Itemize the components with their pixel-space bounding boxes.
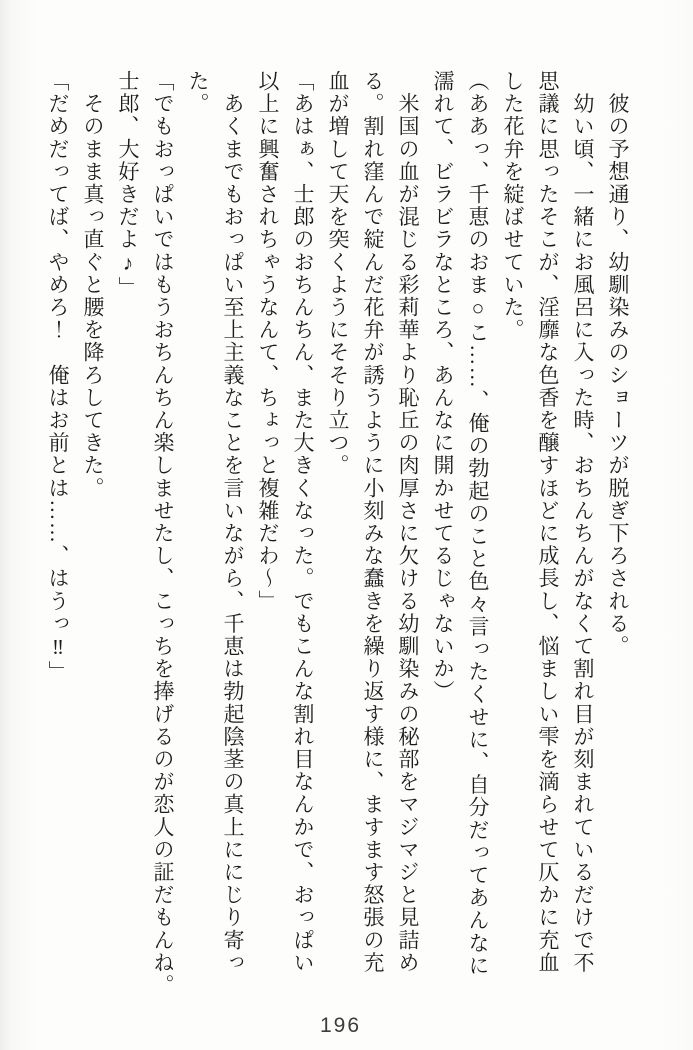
text-line: た。 bbox=[186, 70, 210, 116]
page-number: 196 bbox=[319, 1014, 362, 1037]
text-line: 士郎、大好きだよ♪」 bbox=[116, 70, 140, 299]
text-line: 「でもおっぱいではもうおちんちん楽しませたし、こっちを捧げるのが恋人の証だもんね。 bbox=[151, 70, 175, 997]
text-line: そのまま真っ直ぐと腰を降ろしてきた。 bbox=[81, 70, 105, 500]
text-line: した花弁を綻ばせていた。 bbox=[501, 70, 525, 342]
text-line: 「だめだってば、やめろ！ 俺はお前とは……、はうっ‼」 bbox=[46, 70, 70, 684]
text-line: 幼い頃、一緒にお風呂に入った時、おちんちんがなくて割れ目が刻まれているだけで不 bbox=[571, 70, 595, 974]
text-line: 「あはぁ、士郎のおちんちん、また大きくなった。でもこんな割れ目なんかで、おっぱい bbox=[291, 70, 315, 974]
text-line: 米国の血が混じる彩莉華より恥丘の肉厚さに欠ける幼馴染みの秘部をマジマジと見詰め bbox=[396, 70, 420, 974]
text-line: （ああっ、千恵のおま○こ……、俺の勃起のこと色々言ったくせに、自分だってあんなに bbox=[466, 70, 490, 977]
text-line: 以上に興奮されちゃうなんて、ちょっと複雑だわ〜」 bbox=[256, 70, 280, 613]
text-line: 彼の予想通り、幼馴染みのショーツが脱ぎ下ろされる。 bbox=[606, 70, 630, 658]
text-line: あくまでもおっぱい至上主義なことを言いながら、千恵は勃起陰茎の真上ににじり寄っ bbox=[221, 70, 245, 974]
text-line: 思議に思ったそこが、淫靡な色香を醸すほどに成長し、悩ましい雫を滴らせて仄かに充血 bbox=[536, 70, 560, 974]
text-line: 濡れて、ビラビラなところ、あんなに開かせてるじゃないか） bbox=[431, 70, 455, 703]
text-line: 血が増して天を突くようにそそり立つ。 bbox=[326, 70, 350, 477]
text-line: る。割れ窪んで綻んだ花弁が誘うように小刻みな蠢きを繰り返す様に、ますます怒張の充 bbox=[361, 70, 385, 974]
page-text bbox=[40, 70, 635, 1015]
